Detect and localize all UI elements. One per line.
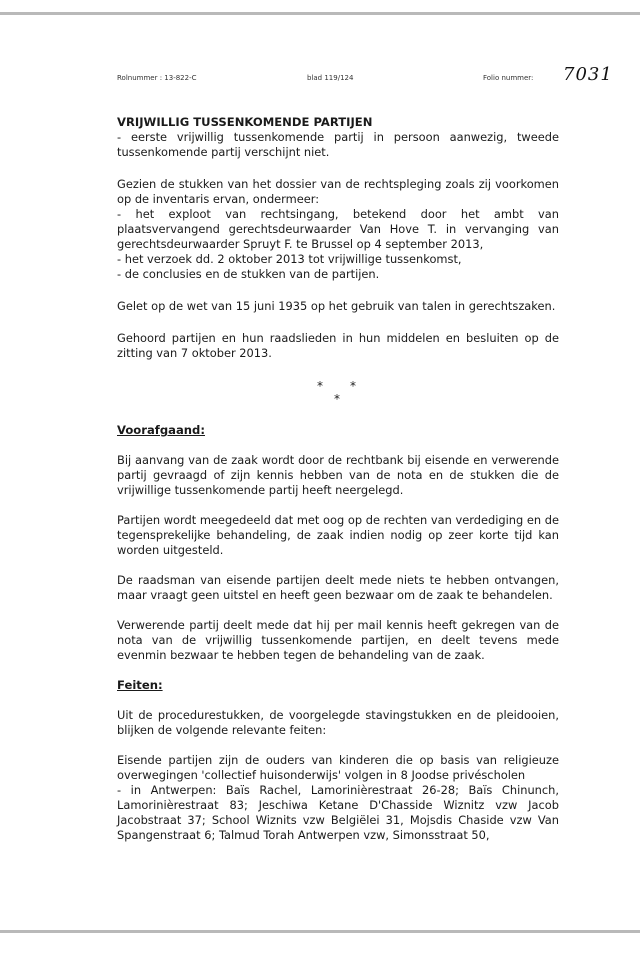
separator-stars [117, 379, 559, 409]
paragraph-voorafgaand-2: Partijen wordt meegedeeld dat met oog op de rechten van verdediging en de tegensprekelijke behandeling, de zaak indien nodig op zeer korte tijd kan worden uitgesteld. [117, 513, 559, 557]
paragraph-feiten-2: Eisende partijen zijn de ouders van kinderen die op basis van religieuze overwegingen 'collectief huisonderwijs' volgen in 8 Joodse privéscholen [117, 753, 559, 782]
rolnummer: Rolnummer : 13-822-C [117, 74, 197, 82]
separator-star: * [317, 379, 323, 393]
separator-star: * [350, 379, 356, 393]
separator-star: * [334, 392, 340, 406]
page-header [117, 64, 613, 90]
folio-handwritten-number: 7031 [563, 64, 613, 85]
top-border-line [0, 12, 640, 15]
bottom-border-line [0, 930, 640, 933]
paragraph-voorafgaand-4: Verwerende partij deelt mede dat hij per mail kennis heeft gekregen van de nota van de vrijwillig tussenkomende partijen, en deelt tevens mede evenmin bezwaar te hebben tegen de behandeling van de zaak. [117, 618, 559, 662]
section-title-feiten: Feiten: [117, 678, 163, 692]
page-number: blad 119/124 [307, 74, 354, 82]
paragraph-feiten-1: Uit de procedurestukken, de voorgelegde stavingstukken en de pleidooien, blijken de volgende relevante feiten: [117, 708, 559, 737]
document-body [117, 115, 559, 843]
paragraph-dossier: Gezien de stukken van het dossier van de rechtspleging zoals zij voorkomen op de inventaris ervan, ondermeer: [117, 177, 559, 206]
paragraph-voorafgaand-3: De raadsman van eisende partijen deelt mede niets te hebben ontvangen, maar vraagt geen uitstel en heeft geen bezwaar om de zaak te behandelen. [117, 573, 559, 602]
paragraph-gehoord: Gehoord partijen en hun raadslieden in hun middelen en besluiten op de zitting van 7 oktober 2013. [117, 331, 559, 360]
paragraph-feiten-3: - in Antwerpen: Baïs Rachel, Lamorinièrestraat 26-28; Baïs Chinunch, Lamorinièrestraat 83; Jeschiwa Ketane D'Chasside Wiznitz vzw Jacob Jacobstraat 37; School Wiznits vzw Belgiëlei 31, Mojsdis Chaside vzw Van Spangenstraat 6; Talmud Torah Antwerpen vzw, Simonsstraat 50, [117, 783, 559, 842]
folio-label: Folio nummer: [483, 74, 534, 82]
paragraph-gelet: Gelet op de wet van 15 juni 1935 op het gebruik van talen in gerechtszaken. [117, 299, 556, 313]
paragraph-intro: - eerste vrijwillig tussenkomende partij in persoon aanwezig, tweede tussenkomende partij verschijnt niet. [117, 130, 559, 159]
list-item-conclusies: - de conclusies en de stukken van de partijen. [117, 267, 380, 281]
section-title-tussenkomende-partijen: VRIJWILLIG TUSSENKOMENDE PARTIJEN [117, 115, 373, 129]
list-item-verzoek: - het verzoek dd. 2 oktober 2013 tot vrijwillige tussenkomst, [117, 252, 462, 266]
paragraph-voorafgaand-1: Bij aanvang van de zaak wordt door de rechtbank bij eisende en verwerende partij gevraagd of zijn kennis hebben van de nota en de stukken die de vrijwillige tussenkomende partij heeft neergelegd. [117, 453, 559, 497]
section-title-voorafgaand: Voorafgaand: [117, 423, 205, 437]
list-item-exploot: - het exploot van rechtsingang, betekend door het ambt van plaatsvervangend gerechtsdeurwaarder Van Hove T. in vervanging van gerechtsdeurwaarder Spruyt F. te Brussel op 4 september 2013, [117, 207, 559, 251]
